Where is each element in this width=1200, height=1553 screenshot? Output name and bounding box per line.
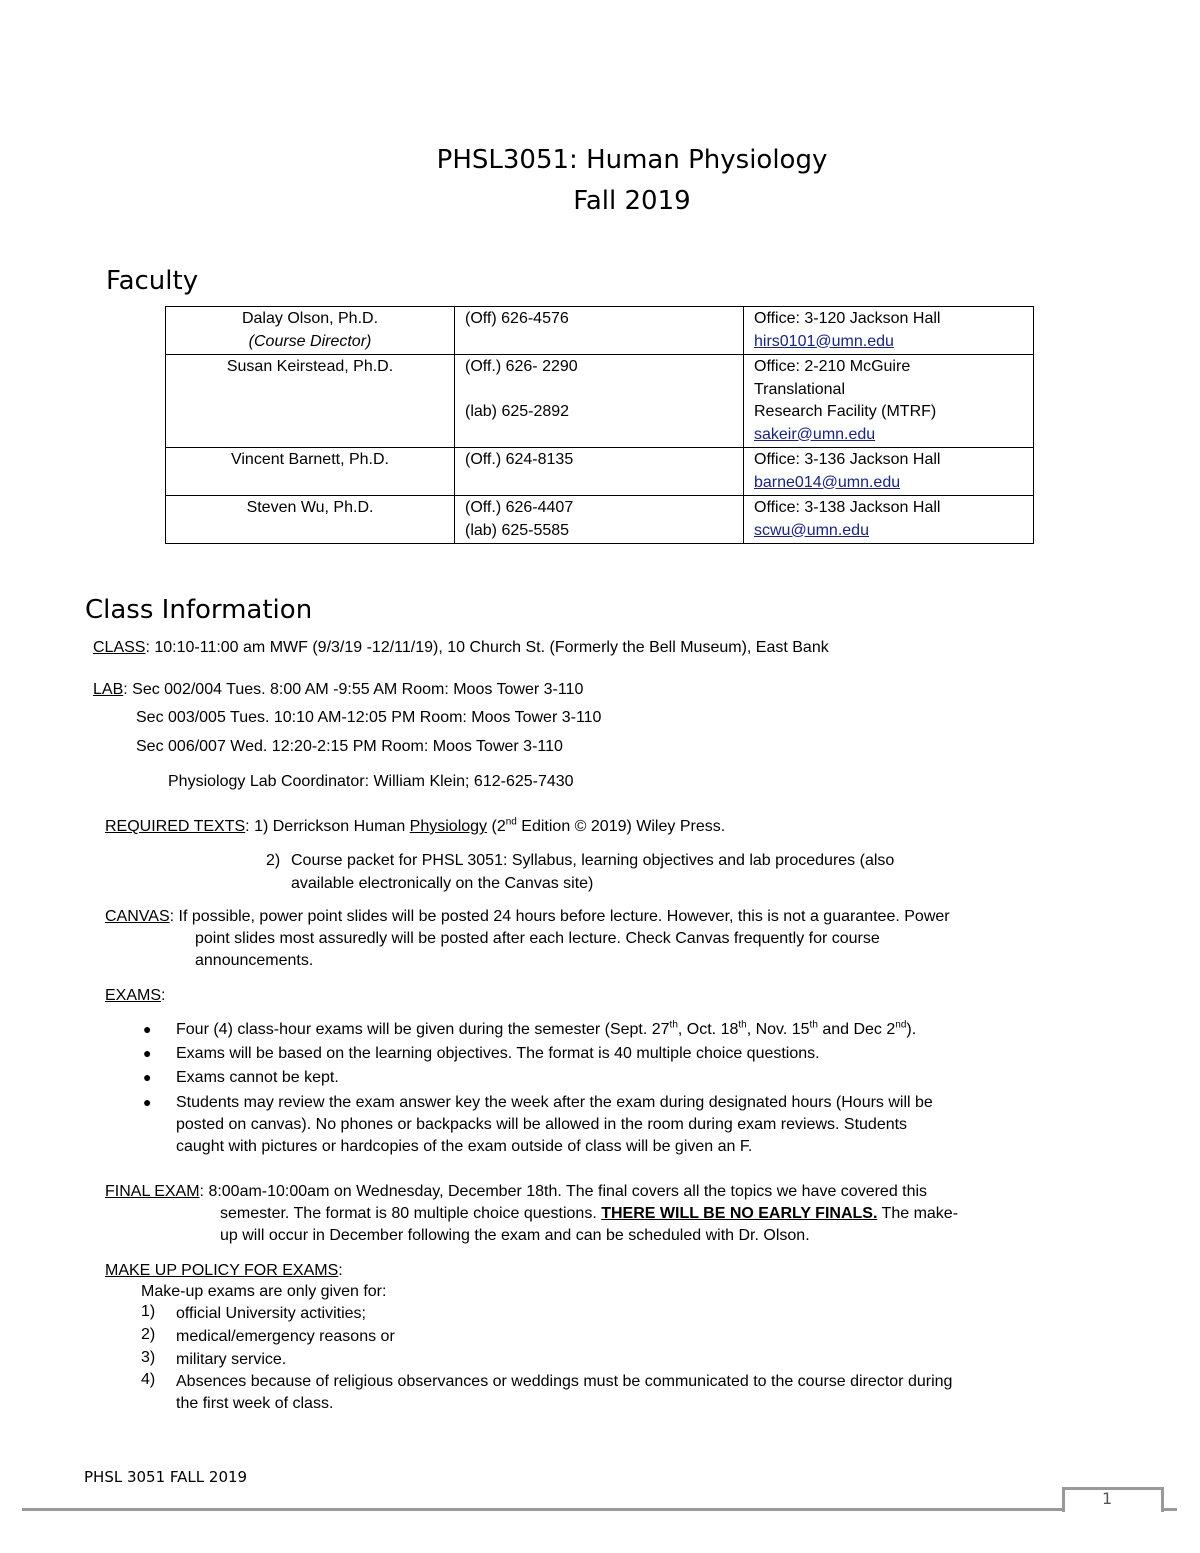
faculty-office-cell [744, 355, 1034, 448]
canvas-line-1 [105, 906, 950, 928]
exams-colon: : [161, 987, 166, 1004]
faculty-office-cell [744, 448, 1034, 496]
list-item: official University activities; [176, 1305, 366, 1322]
faculty-phone-cell [455, 307, 744, 355]
text-item-number: 2) [266, 852, 281, 869]
faculty-table [165, 306, 1034, 544]
final-exam-line-2 [220, 1203, 958, 1225]
footer-text: PHSL 3051 FALL 2019 [84, 1468, 248, 1486]
text-item: (2 [487, 818, 506, 835]
list-item-continuation: the first week of class. [176, 1395, 334, 1412]
faculty-role: (Course Director) [248, 332, 372, 350]
list-number: 3) [141, 1349, 156, 1366]
class-label: CLASS [93, 639, 146, 656]
faculty-email-link[interactable]: hirs0101@umn.edu [754, 332, 894, 350]
lab-coordinator: Physiology Lab Coordinator: William Klein; 612-625-7430 [168, 773, 574, 790]
footer-divider [1161, 1508, 1177, 1511]
bullet-icon: ● [143, 1021, 152, 1037]
lab-line-2: Sec 003/005 Tues. 10:10 AM-12:05 PM Room: Moos Tower 3-110 [136, 709, 602, 726]
faculty-lab-phone: (lab) 625-2892 [465, 403, 570, 420]
faculty-heading: Faculty [106, 266, 199, 296]
list-item: medical/emergency reasons or [176, 1328, 395, 1345]
canvas-line-3: announcements. [195, 952, 314, 969]
faculty-phone: (Off.) 626- 2290 [465, 358, 578, 375]
faculty-office-cell [744, 307, 1034, 355]
exams-label: EXAMS [105, 987, 162, 1004]
page-number: 1 [1102, 1489, 1113, 1508]
exams-line [105, 985, 165, 1007]
faculty-email-link[interactable]: barne014@umn.edu [754, 473, 901, 491]
exam-bullet-3: Exams cannot be kept. [176, 1069, 339, 1086]
footer-divider [22, 1508, 1062, 1511]
exam-text: and Dec 2 [817, 1021, 896, 1038]
faculty-phone-cell [455, 448, 744, 496]
exam-bullet-4-line-3: caught with pictures or hardcopies of the exam outside of class will be given an F. [176, 1138, 753, 1155]
final-exam-line-3: up will occur in December following the exam and can be scheduled with Dr. Olson. [220, 1227, 810, 1244]
makeup-policy-line [105, 1260, 343, 1282]
list-number: 1) [141, 1303, 156, 1320]
superscript: th [738, 1019, 747, 1031]
faculty-name: Dalay Olson, Ph.D. [241, 310, 379, 327]
exam-bullet-1 [176, 1019, 916, 1041]
list-number: 4) [141, 1371, 156, 1388]
faculty-name-cell [166, 307, 455, 355]
no-early-finals-notice: THERE WILL BE NO EARLY FINALS. [601, 1205, 878, 1222]
class-text: : 10:10-11:00 am MWF (9/3/19 -12/11/19), 10 Church St. (Formerly the Bell Museum), East Bank [145, 639, 829, 656]
makeup-intro: Make-up exams are only given for: [141, 1283, 387, 1300]
list-item: military service. [176, 1351, 287, 1368]
required-texts-line [105, 816, 725, 838]
lab-line-1 [93, 679, 583, 701]
exam-text: Four (4) class-hour exams will be given during the semester (Sept. 27 [176, 1021, 670, 1038]
page-number-box [1062, 1487, 1164, 1512]
table-row [166, 448, 1034, 496]
faculty-phone-cell [455, 496, 744, 544]
class-line [93, 637, 829, 659]
bullet-icon: ● [143, 1094, 152, 1110]
required-texts-label: REQUIRED TEXTS [105, 818, 246, 835]
exam-text: , Oct. 18 [677, 1021, 739, 1038]
faculty-phone: (Off.) 624-8135 [465, 451, 574, 468]
final-exam-text: The make- [877, 1205, 959, 1222]
canvas-label: CANVAS [105, 908, 170, 925]
class-info-heading: Class Information [85, 595, 313, 625]
superscript: th [809, 1019, 818, 1031]
list-item: Absences because of religious observances or weddings must be communicated to the course director during [176, 1373, 953, 1390]
superscript: nd [505, 816, 517, 828]
exam-bullet-2: Exams will be based on the learning objectives. The format is 40 multiple choice questions. [176, 1045, 820, 1062]
lab-text: : Sec 002/004 Tues. 8:00 AM -9:55 AM Room: Moos Tower 3-110 [123, 681, 584, 698]
table-row [166, 355, 1034, 448]
text-item: : 1) Derrickson Human [245, 818, 410, 835]
exam-text: ). [906, 1021, 917, 1038]
faculty-office: Office: 3-136 Jackson Hall [754, 451, 941, 468]
text-item: Edition © 2019) Wiley Press. [516, 818, 726, 835]
canvas-line-2: point slides most assuredly will be posted after each lecture. Check Canvas frequently for course [195, 930, 880, 947]
faculty-name: Steven Wu, Ph.D. [246, 499, 374, 516]
exam-bullet-4-line-2: posted on canvas). No phones or backpacks will be allowed in the room during exam reviews. Students [176, 1116, 908, 1133]
bullet-icon: ● [143, 1045, 152, 1061]
faculty-office: Translational [754, 380, 846, 398]
superscript: th [669, 1019, 678, 1031]
lab-label: LAB [93, 681, 124, 698]
final-exam-text: semester. The format is 80 multiple choice questions. [220, 1205, 602, 1222]
faculty-office-cell [744, 496, 1034, 544]
faculty-office: Office: 3-120 Jackson Hall [754, 310, 941, 327]
canvas-text: : If possible, power point slides will be posted 24 hours before lecture. However, this is not a guarantee. Power [169, 908, 950, 925]
faculty-lab-phone: (lab) 625-5585 [465, 521, 570, 539]
table-row [166, 307, 1034, 355]
makeup-colon: : [338, 1262, 343, 1279]
table-row [166, 496, 1034, 544]
list-number: 2) [141, 1326, 156, 1343]
faculty-office: Office: 3-138 Jackson Hall [754, 499, 941, 516]
faculty-name-cell [166, 448, 455, 496]
page-subtitle: Fall 2019 [573, 186, 691, 216]
faculty-office: Research Facility (MTRF) [754, 403, 937, 420]
faculty-email-link[interactable]: scwu@umn.edu [754, 521, 869, 539]
faculty-office: Office: 2-210 McGuire [754, 358, 911, 375]
faculty-name: Vincent Barnett, Ph.D. [230, 451, 389, 468]
exam-bullet-4-line-1: Students may review the exam answer key the week after the exam during designated hours (Hours will be [176, 1094, 933, 1111]
text-item-2-line-1: Course packet for PHSL 3051: Syllabus, learning objectives and lab procedures (also [291, 852, 895, 869]
text-item-2-line-2: available electronically on the Canvas site) [291, 875, 594, 892]
page-title: PHSL3051: Human Physiology [436, 145, 828, 175]
lab-line-3: Sec 006/007 Wed. 12:20-2:15 PM Room: Moos Tower 3-110 [136, 738, 563, 755]
faculty-phone-cell [455, 355, 744, 448]
final-exam-line-1 [105, 1181, 927, 1203]
final-exam-label: FINAL EXAM [105, 1183, 200, 1200]
faculty-name: Susan Keirstead, Ph.D. [226, 358, 394, 375]
faculty-name-cell [166, 355, 455, 448]
text-item: Physiology [409, 818, 488, 835]
final-exam-text: : 8:00am-10:00am on Wednesday, December 18th. The final covers all the topics we have covered this [199, 1183, 928, 1200]
makeup-policy-label: MAKE UP POLICY FOR EXAMS [105, 1262, 339, 1279]
faculty-phone: (Off) 626-4576 [465, 310, 569, 327]
faculty-name-cell [166, 496, 455, 544]
exam-text: , Nov. 15 [746, 1021, 810, 1038]
superscript: nd [895, 1019, 907, 1031]
bullet-icon: ● [143, 1069, 152, 1085]
faculty-email-link[interactable]: sakeir@umn.edu [754, 425, 876, 443]
faculty-phone: (Off.) 626-4407 [465, 499, 574, 516]
